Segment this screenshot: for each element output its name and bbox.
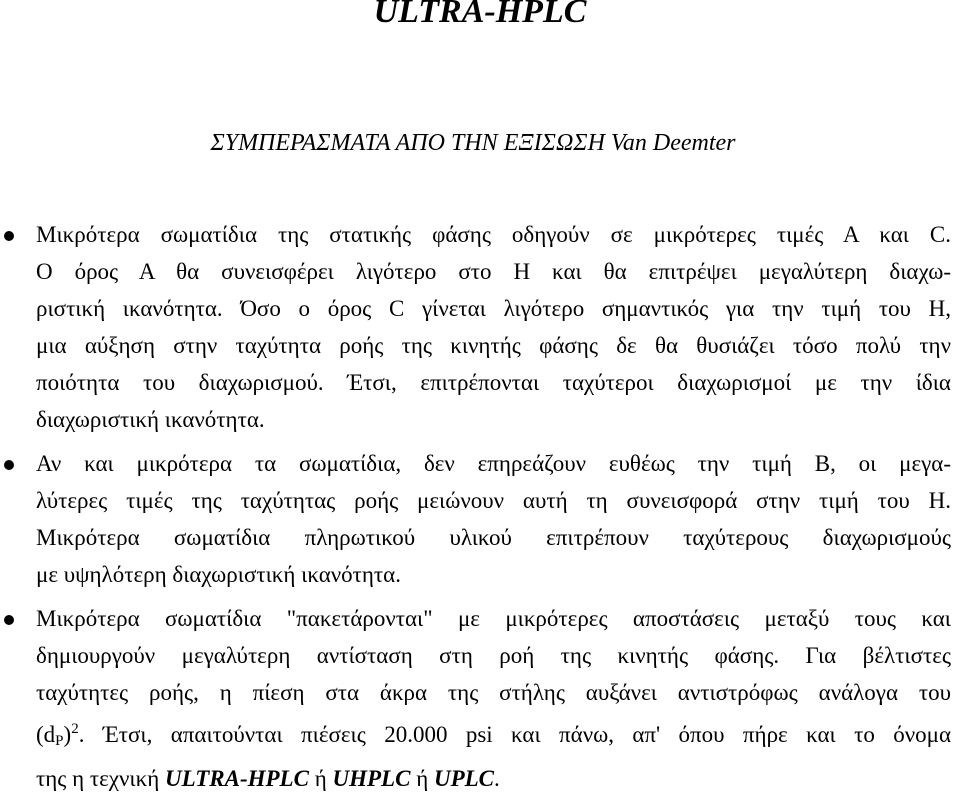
- paragraph-line: Αν και μικρότερα τα σωματίδια, δεν επηρεάζουν ευθέως την τιμή Β, οι μεγα-: [36, 451, 951, 476]
- technique-name-uplc: UPLC: [433, 766, 495, 791]
- or-text: ή: [410, 766, 434, 791]
- formula-open: (d: [36, 722, 56, 747]
- paragraph-line: Μικρότερα σωματίδια της στατικής φάσης οδηγούν σε μικρότερες τιμές Α και C.: [36, 222, 951, 247]
- list-item: [0, 445, 951, 593]
- paragraph-line: [36, 760, 951, 797]
- list-item: [0, 216, 951, 438]
- list-item: [0, 600, 951, 797]
- paragraph-line: με υψηλότερη διαχωριστική ικανότητα.: [36, 562, 401, 587]
- paragraph-line: δημιουργούν μεγαλύτερη αντίσταση στη ροή της κινητής φάσης. Για βέλτιστες: [36, 643, 951, 668]
- paragraph-line: Μικρότερα σωματίδια "πακετάρονται" με μικρότερες αποστάσεις μεταξύ τους και: [36, 606, 951, 631]
- paragraph-line: [36, 711, 951, 760]
- formula-subscript: P: [55, 733, 64, 749]
- section-heading: ΣΥΜΠΕΡΑΣΜΑΤΑ ΑΠΟ ΤΗΝ ΕΞΙΣΩΣΗ Van Deemter: [210, 130, 736, 156]
- formula-close: ): [63, 722, 72, 747]
- paragraph-line: ποιότητα του διαχωρισμού. Έτσι, επιτρέπονται ταχύτεροι διαχωρισμοί με την ίδια: [36, 370, 951, 395]
- bullet-dot-icon: [4, 460, 14, 470]
- or-text: ή: [308, 766, 333, 791]
- paragraph-line: Μικρότερα σωματίδια πληρωτικού υλικού επιτρέπουν ταχύτερους διαχωρισμούς: [36, 525, 951, 550]
- paragraph-line: μια αύξηση στην ταχύτητα ροής της κινητής φάσης δε θα θυσιάζει τόσο πολύ την: [36, 333, 951, 358]
- paragraph-line: Ο όρος Α θα συνεισφέρει λιγότερο στο Η και θα επιτρέψει μεγαλύτερη διαχω-: [36, 259, 951, 284]
- line-text: . Έτσι, απαιτούνται πιέσεις 20.000 psi και πάνω, απ' όπου πήρε και το όνομα: [78, 722, 951, 747]
- paragraph-line: λύτερες τιμές της ταχύτητας ροής μειώνουν αυτή τη συνεισφορά στην τιμή του Η.: [36, 488, 951, 513]
- paragraph-line: διαχωριστική ικανότητα.: [36, 407, 265, 432]
- line-suffix: .: [494, 766, 500, 791]
- paragraph-line: ταχύτητες ροής, η πίεση στα άκρα της στήλης αυξάνει αντιστρόφως ανάλογα του: [36, 680, 951, 705]
- technique-name-uhplc: UHPLC: [332, 766, 411, 791]
- bullet-dot-icon: [4, 615, 14, 625]
- technique-name-ultra-hplc: ULTRA-HPLC: [164, 766, 309, 791]
- conclusions-list: [0, 216, 960, 804]
- paragraph-line: ριστική ικανότητα. Όσο ο όρος C γίνεται λιγότερο σημαντικός για την τιμή του Η,: [36, 296, 951, 321]
- page-title: ULTRA-HPLC: [373, 0, 587, 30]
- line-prefix: της η τεχνική: [36, 766, 165, 791]
- bullet-dot-icon: [4, 231, 14, 241]
- formula-superscript: 2: [71, 721, 79, 737]
